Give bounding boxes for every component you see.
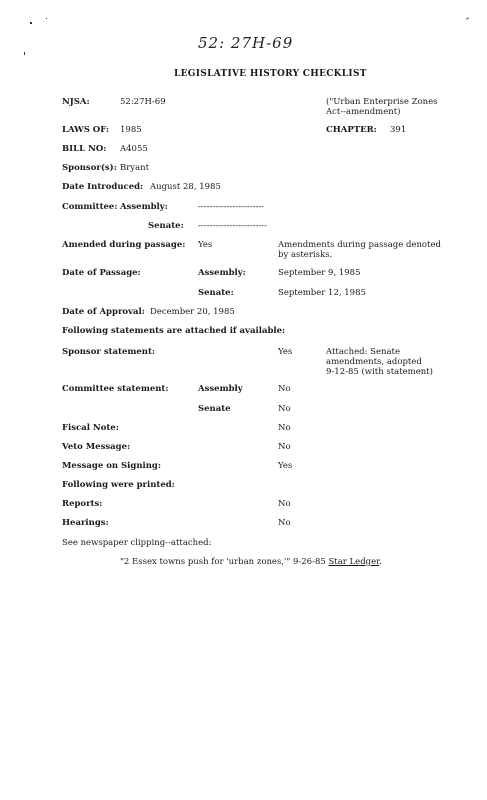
- newspaper-citation: [120, 557, 382, 567]
- reports-value: No: [278, 499, 291, 509]
- committee-senate-value: ------------------------: [198, 221, 267, 231]
- committee-statement-assembly-label: Assembly: [198, 384, 243, 394]
- sponsor-statement-value: Yes: [278, 347, 293, 357]
- njsa-label: NJSA:: [62, 97, 90, 107]
- subject-line-1: ("Urban Enterprise Zones: [326, 97, 438, 107]
- scan-speck: [24, 52, 25, 55]
- sponsor-statement-note-3: 9-12-85 (with statement): [326, 367, 433, 377]
- scan-speck: [466, 17, 469, 19]
- chapter-label: CHAPTER:: [326, 125, 377, 135]
- chapter-value: 391: [390, 125, 407, 135]
- following-attached-heading: Following statements are attached if available:: [62, 326, 286, 336]
- message-on-signing-label: Message on Signing:: [62, 461, 161, 471]
- following-printed-heading: Following were printed:: [62, 480, 175, 490]
- bill-no-value: A4055: [120, 144, 148, 154]
- date-of-approval-value: December 20, 1985: [150, 307, 235, 317]
- veto-message-label: Veto Message:: [62, 442, 131, 452]
- date-of-passage-label: Date of Passage:: [62, 268, 141, 278]
- subject-line-2: Act--amendment): [326, 107, 401, 117]
- committee-senate-label: Senate:: [148, 221, 184, 231]
- amended-note-line-2: by asterisks.: [278, 250, 333, 260]
- passage-senate-value: September 12, 1985: [278, 288, 366, 298]
- committee-statement-label: Committee statement:: [62, 384, 169, 394]
- fiscal-note-label: Fiscal Note:: [62, 423, 119, 433]
- newspaper-headline: "2 Essex towns push for 'urban zones,'" 9-26-85: [120, 557, 326, 567]
- committee-statement-assembly-value: No: [278, 384, 291, 394]
- amended-value: Yes: [198, 240, 213, 250]
- committee-assembly-label: Assembly:: [120, 202, 168, 212]
- sponsor-statement-note-2: amendments, adopted: [326, 357, 422, 367]
- newspaper-source: Star Ledger: [328, 557, 380, 567]
- sponsor-statement-label: Sponsor statement:: [62, 347, 156, 357]
- scan-speck: [46, 18, 47, 19]
- passage-senate-label: Senate:: [198, 288, 234, 298]
- date-of-approval-label: Date of Approval:: [62, 307, 145, 317]
- date-introduced-label: Date Introduced:: [62, 182, 144, 192]
- committee-label: Committee:: [62, 202, 118, 212]
- committee-statement-senate-value: No: [278, 404, 291, 414]
- message-on-signing-value: Yes: [278, 461, 293, 471]
- page-title: LEGISLATIVE HISTORY CHECKLIST: [174, 69, 367, 79]
- sponsor-label: Sponsor(s):: [62, 163, 117, 173]
- fiscal-note-value: No: [278, 423, 291, 433]
- njsa-value: 52:27H-69: [120, 97, 166, 107]
- newspaper-citation-end: .: [379, 557, 382, 567]
- hearings-label: Hearings:: [62, 518, 109, 528]
- amended-label: Amended during passage:: [62, 240, 186, 250]
- sponsor-value: Bryant: [120, 163, 150, 173]
- veto-message-value: No: [278, 442, 291, 452]
- bill-no-label: BILL NO:: [62, 144, 107, 154]
- committee-statement-senate-label: Senate: [198, 404, 231, 414]
- newspaper-clipping-label: See newspaper clipping--attached:: [62, 538, 212, 548]
- amended-note-line-1: Amendments during passage denoted: [278, 240, 441, 250]
- date-introduced-value: August 28, 1985: [150, 182, 221, 192]
- laws-of-value: 1985: [120, 125, 142, 135]
- handwritten-number: 52: 27H-69: [198, 34, 294, 52]
- laws-of-label: LAWS OF:: [62, 125, 110, 135]
- reports-label: Reports:: [62, 499, 103, 509]
- hearings-value: No: [278, 518, 291, 528]
- scan-speck: [30, 22, 32, 24]
- committee-assembly-value: -----------------------: [198, 202, 265, 212]
- passage-assembly-label: Assembly:: [198, 268, 246, 278]
- sponsor-statement-note-1: Attached: Senate: [326, 347, 401, 357]
- passage-assembly-value: September 9, 1985: [278, 268, 361, 278]
